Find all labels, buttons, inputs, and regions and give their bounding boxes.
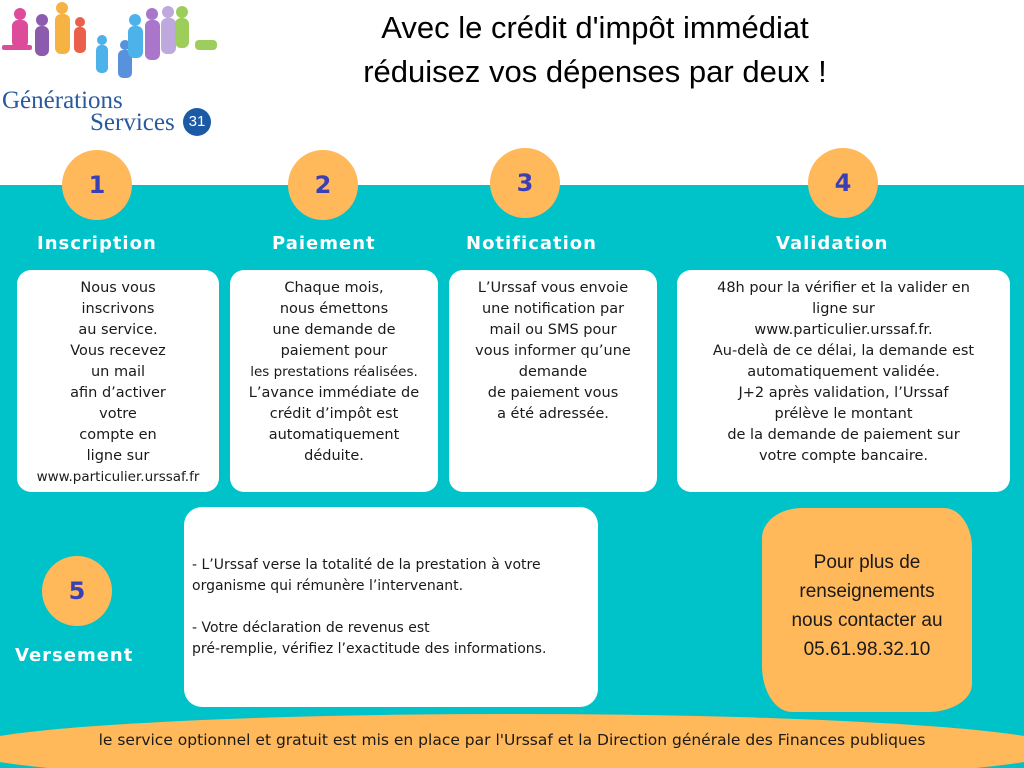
step-3-number: 3 [490,148,560,218]
logo [0,0,240,150]
step-2-label: Paiement [272,233,376,254]
card-line: ligne sur [812,301,875,317]
step-4-label: Validation [776,233,889,254]
step-4-card [677,270,1010,492]
card-line: déduite. [304,448,364,464]
card-line: L’avance immédiate de [248,385,420,401]
logo-line1: Générations [2,87,123,114]
card-line: de la demande de paiement sur [727,427,960,443]
card-line: - L’Urssaf verse la totalité de la prestation à votre [192,557,541,573]
logo-line2: Services [90,109,175,136]
card-line: nous émettons [279,301,389,317]
step-1-number: 1 [62,150,132,220]
card-line: 48h pour la vérifier et la valider en [717,280,970,296]
card-line: ligne sur [86,448,150,464]
step-3-label: Notification [466,233,597,254]
card-line: au service. [78,322,158,338]
page-title [250,6,940,94]
logo-badge: 31 [183,108,211,136]
logo-name [2,87,175,136]
card-line: J+2 après validation, l’Urssaf [738,385,949,401]
step-1-card [17,270,219,492]
card-line: L’Urssaf vous envoie [477,280,629,296]
card-line: Nous vous [80,280,156,296]
title-line2: réduisez vos dépenses par deux ! [363,54,827,89]
card-line: paiement pour [280,343,388,359]
card-line: demande [518,364,588,380]
card-line: une notification par [481,301,625,317]
step-2-card [230,270,438,492]
step-1-label: Inscription [37,233,157,254]
step-5-number: 5 [42,556,112,626]
card-spacer [192,597,590,618]
card-line: vous informer qu’une [475,343,631,359]
card-line: prélève le montant [774,406,913,422]
contact-phone: 05.61.98.32.10 [803,639,931,660]
card-line: crédit d’impôt est [269,406,399,422]
card-line: de paiement vous [487,385,619,401]
step-5-label: Versement [15,645,134,666]
card-line: automatiquement [268,427,400,443]
step-3-card [449,270,657,492]
card-line: www.particulier.urssaf.fr [36,469,200,485]
card-line: votre compte bancaire. [758,448,929,464]
step-5-card [184,507,598,707]
card-line: automatiquement validée. [747,364,940,380]
card-line: afin d’activer [70,385,166,401]
card-line: inscrivons [81,301,155,317]
card-line: organisme qui rémunère l’intervenant. [192,578,464,594]
card-line: un mail [90,364,146,380]
card-line: une demande de [272,322,396,338]
contact-line: Pour plus de [813,552,921,573]
contact-line: nous contacter au [791,610,943,631]
contact-box [762,508,972,712]
title-line1: Avec le crédit d'impôt immédiat [381,10,809,45]
card-line: www.particulier.urssaf.fr. [754,322,933,338]
card-line: votre [99,406,137,422]
step-2-number: 2 [288,150,358,220]
step-4-number: 4 [808,148,878,218]
card-line: compte en [79,427,157,443]
card-line: - Votre déclaration de revenus est [192,620,430,636]
card-line: les prestations réalisées. [250,364,418,380]
card-line: pré-remplie, vérifiez l’exactitude des informations. [192,641,547,657]
card-line: Chaque mois, [284,280,384,296]
contact-line: renseignements [799,581,935,602]
card-line: mail ou SMS pour [489,322,617,338]
card-line: a été adressée. [497,406,609,422]
people-silhouettes-icon [0,0,240,95]
card-line: Vous recevez [70,343,166,359]
footer-text: le service optionnel et gratuit est mis en place par l'Urssaf et la Direction générale des Finances publiques [98,731,926,749]
card-line: Au-delà de ce délai, la demande est [712,343,975,359]
